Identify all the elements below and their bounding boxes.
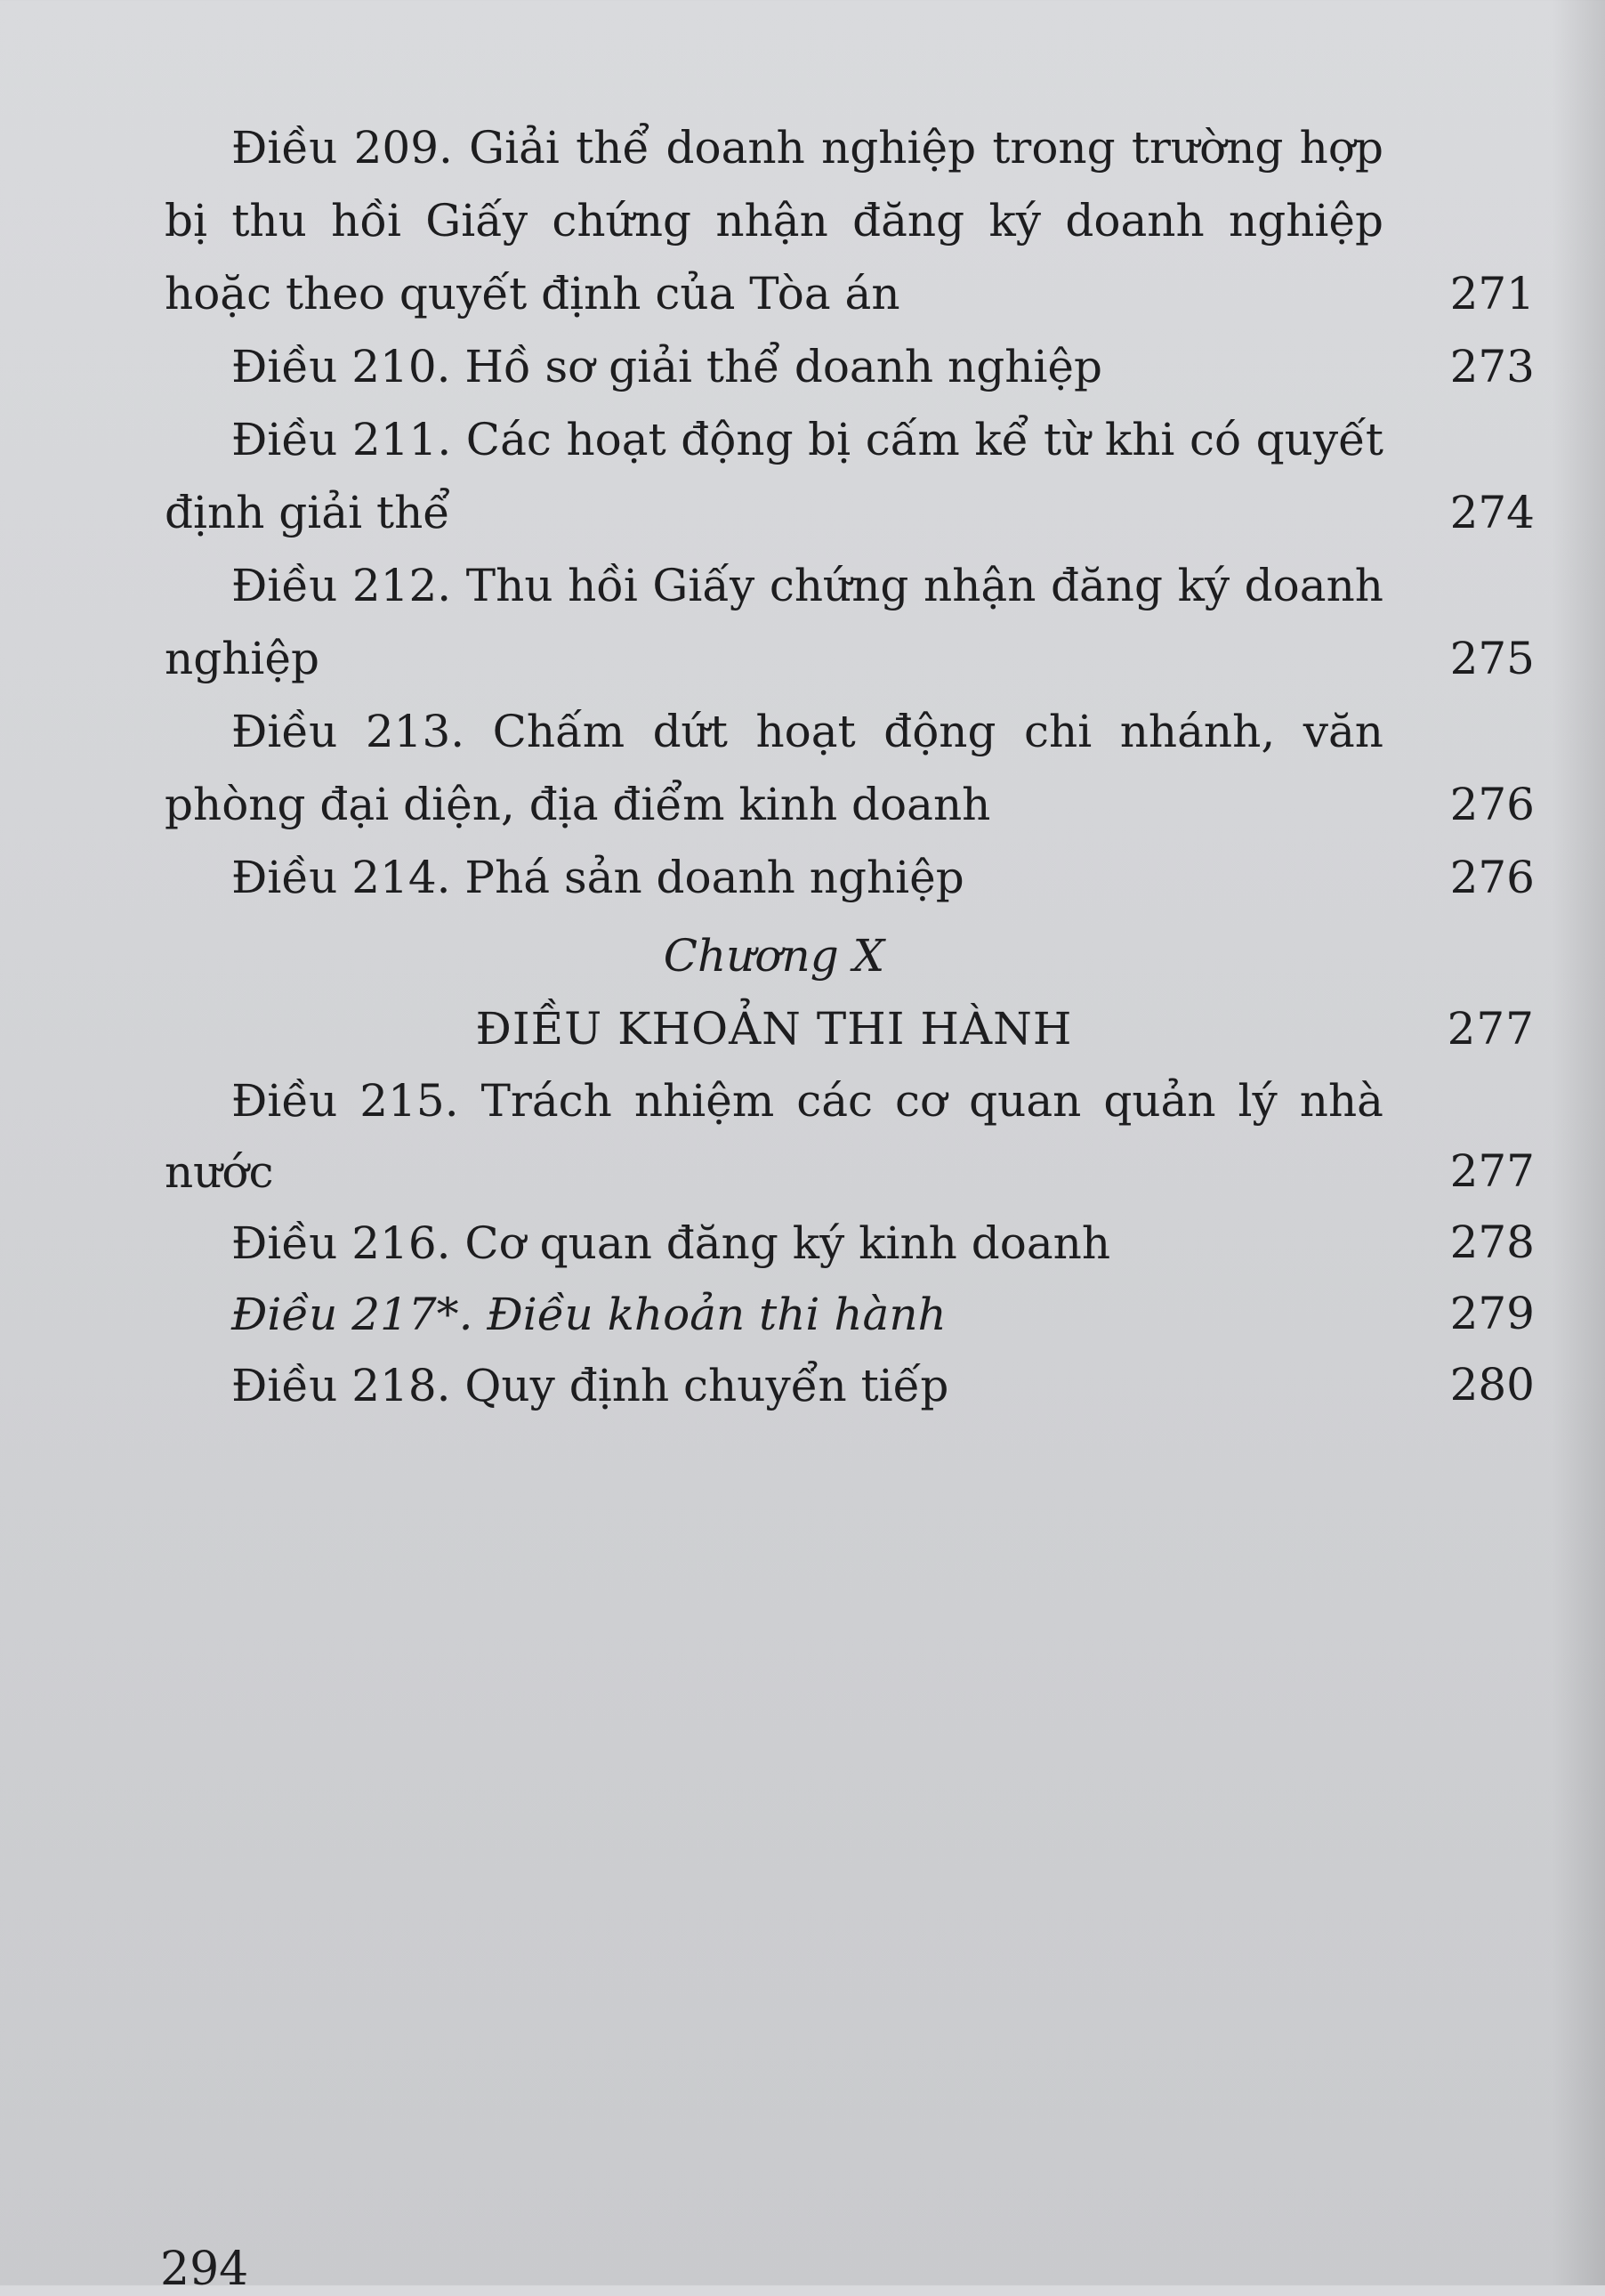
toc-entry-209 [165, 111, 1535, 330]
toc-entry-page: 274 [1449, 487, 1535, 538]
table-of-contents [165, 111, 1535, 1421]
toc-entry-217 [165, 1279, 1535, 1350]
toc-entry-text: Điều 211. Các hoạt động bị cấm kể từ khi có quyết định giải thể [165, 414, 1383, 538]
toc-entry-text: Điều 209. Giải thể doanh nghiệp trong trường hợp bị thu hồi Giấy chứng nhận đăng ký doanh nghiệp hoặc theo quyết định của Tòa án [165, 122, 1383, 319]
toc-entry-page: 273 [1449, 341, 1535, 392]
page-number: 294 [160, 2243, 249, 2296]
toc-entry-text: Điều 216. Cơ quan đăng ký kinh doanh [231, 1217, 1111, 1269]
toc-entry-215 [165, 1065, 1535, 1208]
toc-entry-text: Điều 218. Quy định chuyển tiếp [231, 1360, 949, 1411]
toc-entry-page: 279 [1449, 1288, 1535, 1339]
chapter-page: 277 [1447, 1003, 1535, 1055]
toc-entry-216 [165, 1208, 1535, 1279]
toc-entry-212 [165, 549, 1535, 695]
toc-entry-text: Điều 212. Thu hồi Giấy chứng nhận đăng ký doanh nghiệp [165, 560, 1383, 684]
chapter-title: ĐIỀU KHOẢN THI HÀNH [475, 1003, 1073, 1055]
toc-entry-214 [165, 841, 1535, 914]
toc-entry-page: 277 [1449, 1145, 1535, 1197]
toc-entry-text: Điều 215. Trách nhiệm các cơ quan quản lý nhà nước [165, 1075, 1383, 1198]
toc-entry-210 [165, 330, 1535, 403]
toc-entry-text: Điều 213. Chấm dứt hoạt động chi nhánh, văn phòng đại diện, địa điểm kinh doanh [165, 706, 1383, 830]
toc-entry-text: Điều 217*. Điều khoản thi hành [231, 1289, 947, 1340]
toc-entry-213 [165, 695, 1535, 841]
toc-entry-text: Điều 210. Hồ sơ giải thể doanh nghiệp [231, 341, 1103, 392]
chapter-label: Chương X [663, 930, 885, 982]
page-edge-shadow [1552, 0, 1605, 2285]
toc-entry-page: 278 [1449, 1217, 1535, 1268]
toc-entry-218 [165, 1350, 1535, 1421]
chapter-heading [165, 992, 1535, 1065]
toc-entry-211 [165, 403, 1535, 549]
toc-entry-page: 280 [1449, 1359, 1535, 1411]
toc-entry-page: 276 [1449, 779, 1535, 830]
toc-entry-page: 271 [1449, 268, 1535, 319]
toc-entry-page: 275 [1449, 633, 1535, 684]
toc-entry-page: 276 [1449, 852, 1535, 903]
toc-entry-text: Điều 214. Phá sản doanh nghiệp [231, 852, 964, 903]
